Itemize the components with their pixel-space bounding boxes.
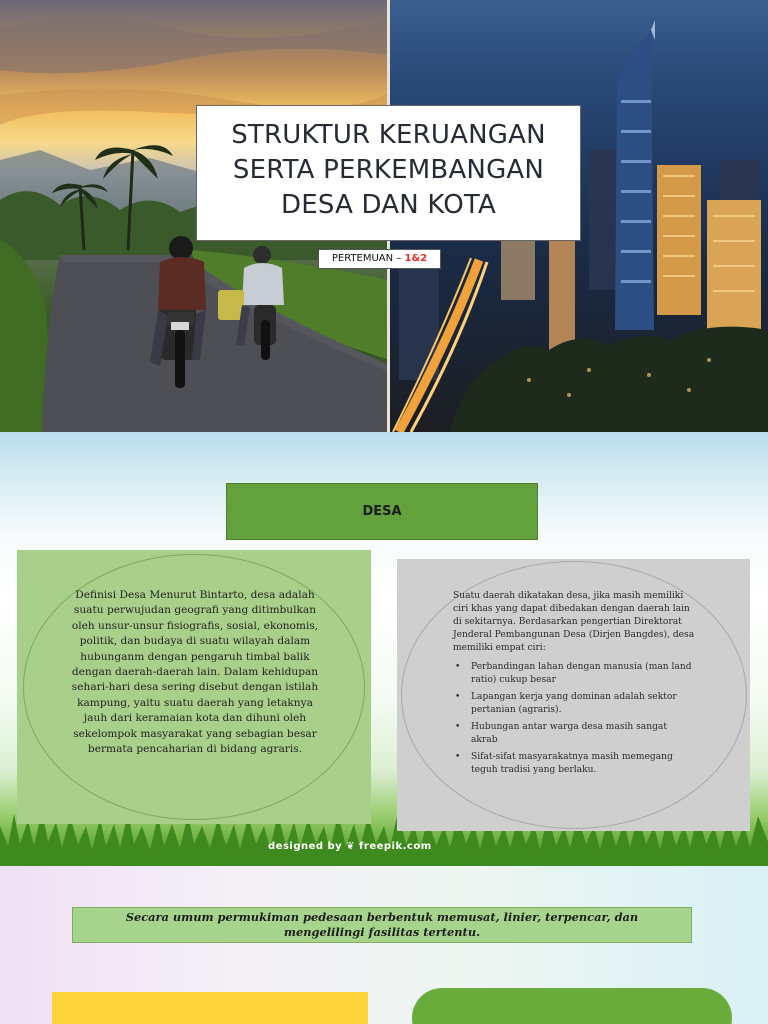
yellow-box [52, 992, 368, 1024]
criteria-list [453, 661, 695, 777]
meeting-number: 1&2 [404, 253, 428, 264]
meeting-label [318, 249, 441, 269]
summary-line-2: mengelilingi fasilitas tertentu. [283, 925, 481, 939]
definition-text: Definisi Desa Menurut Bintarto, desa adalah suatu perwujudan geografi yang ditimbulkan oleh unsur-unsur fisiografis, sosial, ekonomis, politik, dan budaya di suatu wilayah dalam hubunganm dengan pengaruh timbal balik dengan daerah-daerah lain. Dalam kehidupan sehari-hari desa sering disebut dengan istilah kampung, yaitu suatu daerah yang letaknya jauh dari keramaian kota dan dihuni oleh sekelompok masyarakat yang sebagian besar bermata pencaharian di bidang agraris. [71, 589, 319, 756]
settlement-slide [0, 866, 768, 1024]
title-line-3: DESA DAN KOTA [281, 190, 496, 220]
freepik-credit: designed by ❦ freepik.com [268, 841, 432, 852]
title-line-1: STRUKTUR KERUANGAN [231, 120, 546, 150]
definition-box [17, 550, 371, 824]
criteria-text [453, 590, 695, 781]
desa-slide [0, 432, 768, 866]
green-pill-box [412, 988, 732, 1024]
criteria-item: • Sifat-sifat masyarakatnya masih memegang teguh tradisi yang berlaku. [453, 751, 695, 777]
summary-box [72, 907, 692, 943]
criteria-box [397, 559, 750, 831]
criteria-item: • Lapangan kerja yang dominan adalah sektor pertanian (agraris). [453, 691, 695, 717]
meeting-label-text: PERTEMUAN – [331, 253, 402, 264]
criteria-item: • Perbandingan lahan dengan manusia (man land ratio) cukup besar [453, 661, 695, 687]
title-line-2: SERTA PERKEMBANGAN [232, 155, 545, 185]
criteria-intro: Suatu daerah dikatakan desa, jika masih memiliki ciri khas yang dapat dibedakan dengan daerah lain di sekitarnya. Berdasarkan pengertian Direktorat Jenderal Pembangunan Desa (Dirjen Bangdes), desa memiliki empat ciri: [453, 591, 695, 653]
summary-line-1: Secara umum permukiman pedesaan berbentuk memusat, linier, terpencar, dan [125, 910, 639, 924]
cover-slide [0, 0, 768, 432]
criteria-item: • Hubungan antar warga desa masih sangat akrab [453, 721, 695, 747]
desa-header: DESA [226, 483, 538, 540]
title-box [196, 105, 581, 241]
